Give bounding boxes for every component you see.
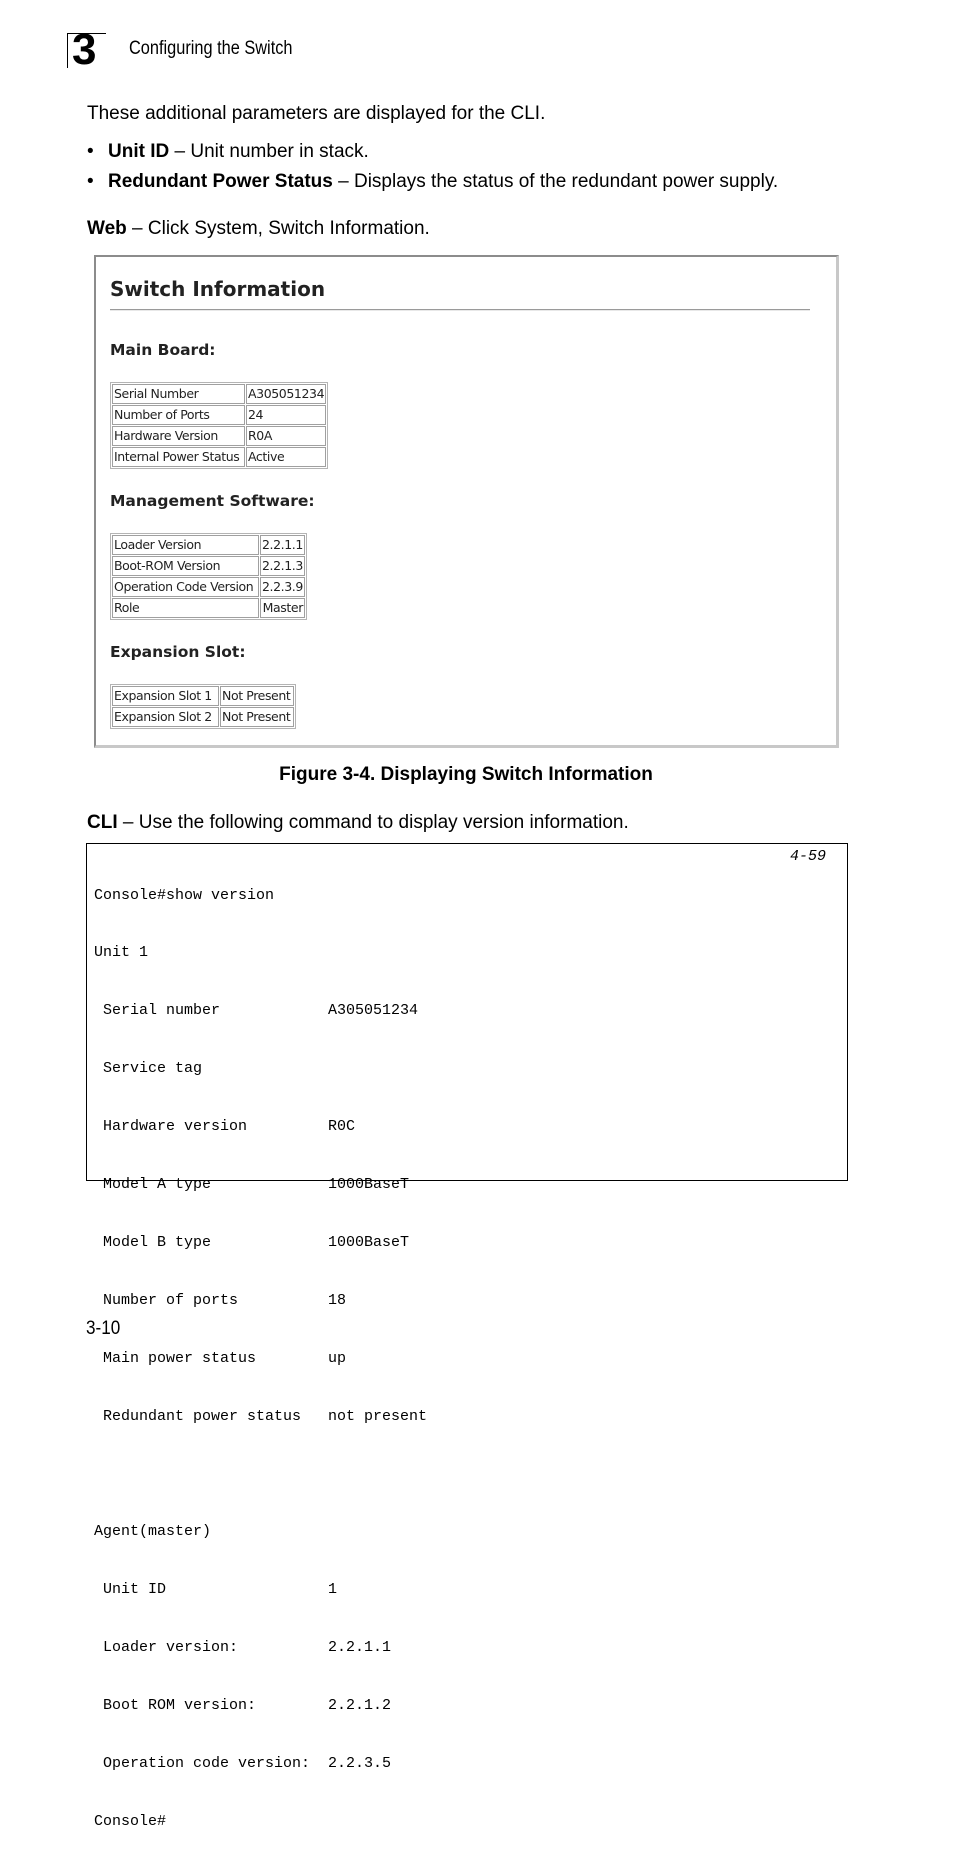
bullet-dot: • (87, 171, 94, 192)
cli-line: Model A type 1000BaseT (94, 1176, 410, 1194)
cli-label: CLI (87, 812, 118, 833)
cli-instruction (87, 811, 629, 835)
cli-line: Model B type 1000BaseT (94, 1233, 410, 1251)
management-software-heading: Management Software: (110, 492, 315, 510)
expansion-slot-table (110, 684, 296, 729)
cli-line: Operation code version: 2.2.3.5 (94, 1754, 392, 1772)
field-label: Hardware Version (112, 426, 245, 446)
bullet-text: – Unit number in stack. (169, 141, 369, 162)
field-value: Master (260, 598, 305, 618)
cli-text: – Use the following command to display version information. (117, 812, 629, 833)
field-label: Loader Version (112, 535, 259, 555)
main-board-table (110, 382, 328, 469)
page-number: 3-10 (86, 1318, 121, 1339)
cli-line (94, 1465, 427, 1484)
bullet-redundant-power (87, 170, 778, 194)
title-divider (110, 309, 810, 311)
chapter-number: 3 (72, 25, 97, 74)
field-label: Number of Ports (112, 405, 245, 425)
field-label: Expansion Slot 1 (112, 686, 219, 706)
cli-line: Console# (94, 1812, 167, 1830)
bullet-term: Redundant Power Status (108, 171, 333, 192)
field-label: Expansion Slot 2 (112, 707, 219, 727)
cli-line: Console#show version (94, 886, 275, 904)
field-label: Operation Code Version (112, 577, 259, 597)
cli-line: Main power status up (94, 1349, 347, 1367)
field-value: Not Present (220, 686, 294, 706)
table-row (112, 405, 326, 425)
cli-line: Service tag (94, 1060, 203, 1078)
cli-line: Boot ROM version: 2.2.1.2 (94, 1697, 392, 1715)
chapter-title: Configuring the Switch (129, 38, 293, 59)
bullet-unit-id (87, 140, 369, 164)
figure-caption: Figure 3-4. Displaying Switch Information (279, 764, 653, 785)
table-row (112, 426, 326, 446)
web-text: – Click System, Switch Information. (126, 218, 430, 239)
table-row (112, 686, 294, 706)
cli-line: Unit 1 (94, 944, 149, 962)
table-row (112, 535, 305, 555)
cli-line: Redundant power status not present (94, 1407, 428, 1425)
field-label: Serial Number (112, 384, 245, 404)
cli-line: Number of ports 18 (94, 1291, 347, 1309)
expansion-slot-heading: Expansion Slot: (110, 643, 246, 661)
field-value: A305051234 (246, 384, 326, 404)
bullet-term: Unit ID (108, 141, 170, 162)
field-label: Internal Power Status (112, 447, 245, 467)
main-board-heading: Main Board: (110, 341, 216, 359)
web-instruction (87, 217, 430, 241)
cli-page-reference: 4-59 (790, 848, 827, 865)
table-row (112, 598, 305, 618)
field-label: Role (112, 598, 259, 618)
table-row (112, 707, 294, 727)
cli-output (94, 847, 427, 1870)
cli-line: Serial number A305051234 (94, 1002, 419, 1020)
cli-line: Loader version: 2.2.1.1 (94, 1639, 392, 1657)
switch-information-screenshot (94, 255, 839, 748)
cli-line: Agent(master) (94, 1523, 212, 1541)
management-software-table (110, 533, 307, 620)
bullet-text: – Displays the status of the redundant power supply. (332, 171, 779, 192)
table-row (112, 556, 305, 576)
screenshot-title: Switch Information (110, 277, 326, 301)
cli-line: Hardware version R0C (94, 1118, 356, 1136)
field-value: 2.2.1.3 (260, 556, 305, 576)
field-value: 2.2.3.9 (260, 577, 305, 597)
field-value: Active (246, 447, 326, 467)
table-row (112, 384, 326, 404)
field-value: 2.2.1.1 (260, 535, 305, 555)
bullet-dot: • (87, 141, 94, 162)
table-row (112, 577, 305, 597)
web-label: Web (87, 218, 127, 239)
table-row (112, 447, 326, 467)
field-value: R0A (246, 426, 326, 446)
field-label: Boot-ROM Version (112, 556, 259, 576)
cli-line: Unit ID 1 (94, 1581, 338, 1599)
field-value: 24 (246, 405, 326, 425)
intro-paragraph: These additional parameters are displayed for the CLI. (87, 103, 546, 124)
field-value: Not Present (220, 707, 294, 727)
